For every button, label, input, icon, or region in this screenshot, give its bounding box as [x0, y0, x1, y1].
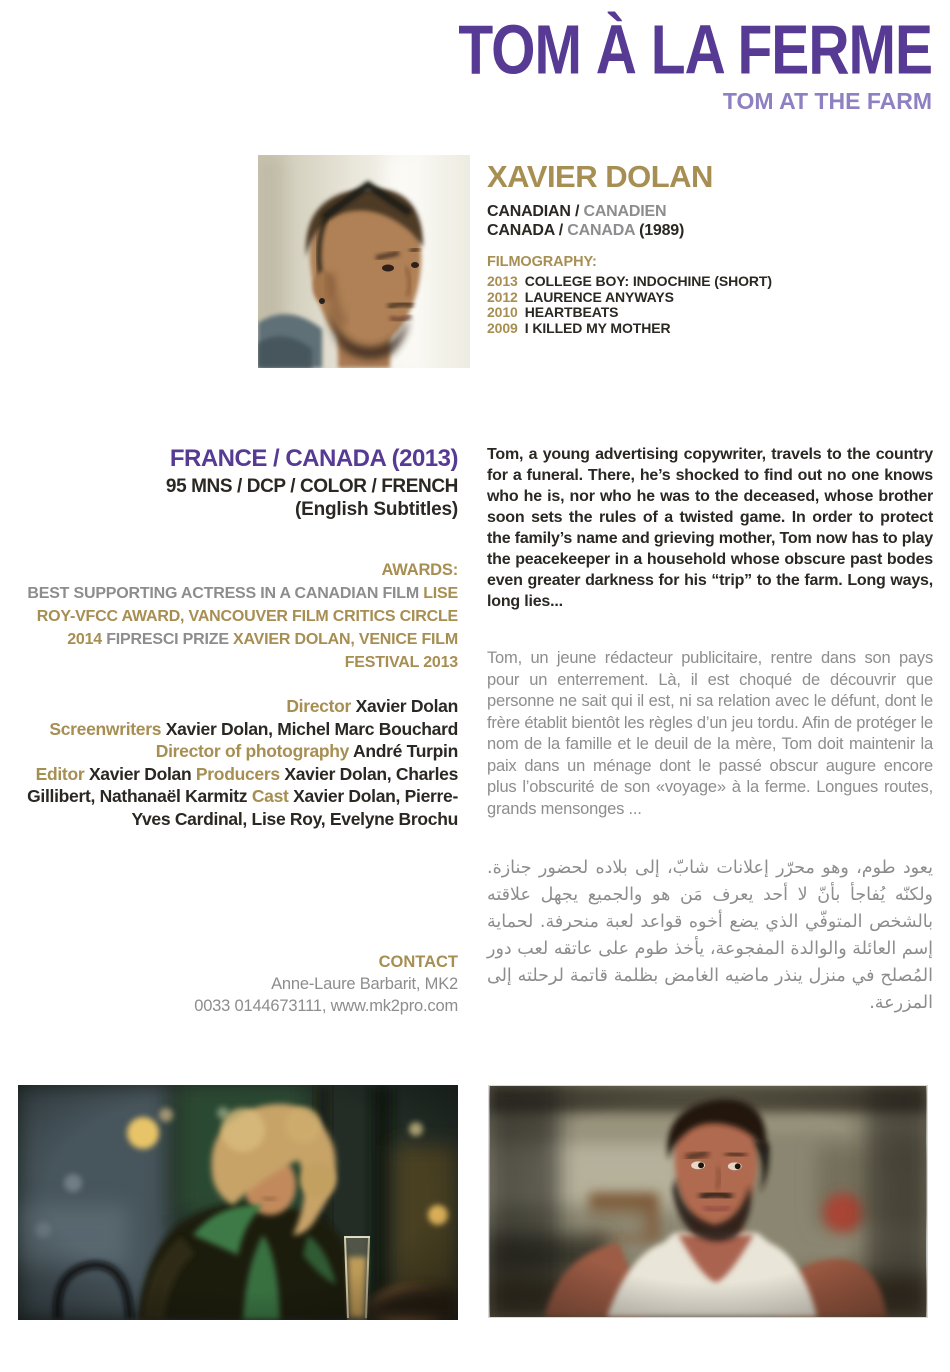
credits-block: Director Xavier Dolan Screenwriters Xavier Dolan, Michel Marc Bouchard Director of photography André Turpin Editor Xavier Dolan Producers Xavier Dolan, Charles Gillibert, Nathanaël Karmitz Cast Xavier Dolan, Pierre-Yves Cardinal, Lise Roy, Evelyne Brochu — [27, 696, 458, 829]
film-info-column — [18, 446, 458, 1017]
director-nationality: CANADIAN / CANADIEN — [487, 203, 667, 221]
awards-text: BEST SUPPORTING ACTRESS IN A CANADIAN FILM LISE ROY-VFCC AWARD, VANCOUVER FILM CRITICS CIRCLE 2014 FIPRESCI PRIZE XAVIER DOLAN, VENICE FILM FESTIVAL 2013 — [27, 585, 458, 671]
contact-block — [18, 951, 458, 1017]
still-man-illustration — [489, 1086, 927, 1317]
director-birth: CANADA / CANADA (1989) — [487, 221, 685, 239]
film-year: 2013 — [487, 273, 518, 290]
director-portrait-photo — [258, 155, 470, 368]
film-title-original: TOM À LA FERME — [458, 11, 932, 90]
synopsis-arabic: يعود طوم، وهو محرّر إعلانات شابّ، إلى بلاده لحضور جنازة. ولكنّه يُفاجأ بأنّ لا أحد يعرف مَن هو والجميع يجهل علاقته بالشخص المتوفّي الذي يضع أخوه قواعد لعبة منحرفة. لحماية إسم العائلة والوالدة المفجوعة، يأخذ طوم على عاتقه لعب دور المُصلح في منزل ينذر ماضيه الغامض بظلمة قاتمة لرحلته إلى المزرعة. — [487, 858, 933, 1013]
filmography-label: FILMOGRAPHY: — [487, 254, 597, 271]
film-title: LAURENCE ANYWAYS — [524, 288, 674, 305]
still-bar-illustration — [18, 1085, 458, 1320]
synopsis-english: Tom, a young advertising copywriter, travels to the country for a funeral. There, he’s shocked to find out no one knows who he is, nor who he was to the deceased, whose brother soon sets the rules of a twisted game. In order to protect the family’s name and grieving mother, Tom now has to play the peacekeeper in a household whose obscure past bodes even greater darkness for his “trip” to the farm. Long ways, long lies... — [487, 446, 933, 610]
contact-name: Anne-Laure Barbarit, MK2 — [271, 975, 458, 993]
director-name: XAVIER DOLAN — [487, 159, 713, 194]
film-title: HEARTBEATS — [524, 304, 619, 321]
portrait-illustration — [258, 155, 470, 368]
awards-label: AWARDS: — [381, 561, 458, 579]
director-info — [487, 160, 937, 336]
synopsis-french: Tom, un jeune rédacteur publicitaire, rentre dans son pays pour un enterrement. Là, il est choqué de découvrir que personne ne sait qui il est, ni sa relation avec le défunt, dont le frère établit bientôt les règles d’un jeu tordu. Afin de protéger le nom de la famille et le deuil de la mère, Tom doit maintenir la paix dans un ménage dont le passé obscur augure encore plus l’obscurité de son «voyage» à la ferme. Longues routes, grands mensonges ... — [487, 649, 933, 818]
synopsis-column — [487, 444, 933, 1017]
technical-specs: 95 MNS / DCP / COLOR / FRENCH — [165, 476, 458, 497]
contact-phone-website: 0033 0144673111, www.mk2pro.com — [194, 997, 458, 1015]
filmography-entry — [487, 290, 937, 306]
filmography-entry — [487, 321, 937, 337]
film-still-bar-scene — [18, 1085, 458, 1320]
film-title: I KILLED MY MOTHER — [524, 319, 671, 336]
film-year: 2010 — [487, 304, 518, 321]
contact-label: CONTACT — [378, 953, 458, 971]
country-year: FRANCE / CANADA (2013) — [169, 445, 458, 472]
film-title-english: TOM AT THE FARM — [722, 88, 932, 114]
filmography-entry — [487, 274, 937, 290]
film-year: 2009 — [487, 319, 518, 336]
film-still-man-tank-top — [488, 1085, 928, 1318]
film-title: COLLEGE BOY: INDOCHINE (SHORT) — [524, 273, 772, 290]
subtitles-note: (English Subtitles) — [295, 499, 458, 520]
film-year: 2012 — [487, 288, 518, 305]
filmography-entry — [487, 305, 937, 321]
filmography-list — [487, 274, 937, 336]
